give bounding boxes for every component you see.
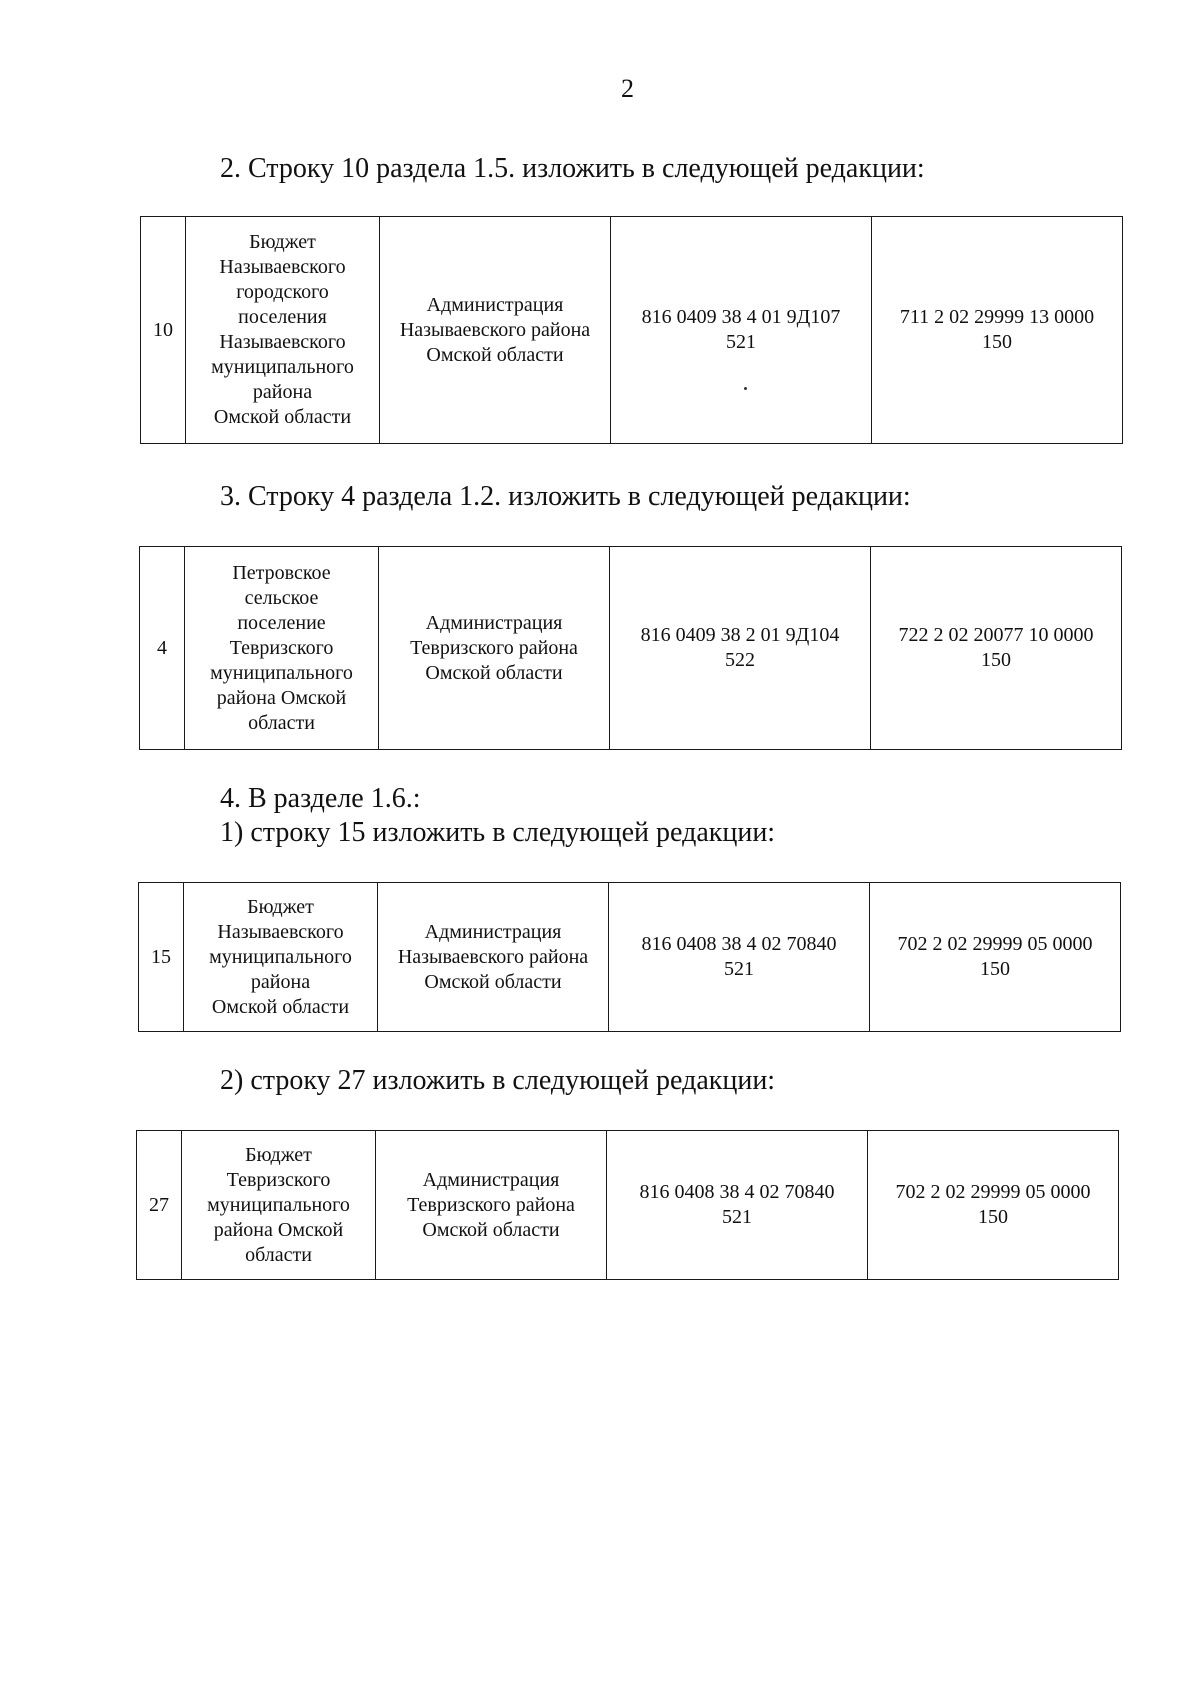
table-row (137, 1131, 1119, 1280)
section-heading-row-4: 3. Строку 4 раздела 1.2. изложить в следующей редакции: (220, 481, 911, 512)
expense-code-cell: 816 0409 38 2 01 9Д104 522 (610, 547, 871, 750)
table-row (140, 547, 1122, 750)
row-number-cell: 10 (141, 217, 186, 444)
budget-cell: Бюджет Называевского городского поселения Называевского муниципального района Омской области (186, 217, 380, 444)
section-heading-row-15: 1) строку 15 изложить в следующей редакции: (220, 817, 776, 848)
administrator-cell: Администрация Называевского района Омской области (378, 883, 609, 1032)
administrator-cell: Администрация Тевризского района Омской области (376, 1131, 607, 1280)
table-row-27 (136, 1130, 1119, 1280)
section-heading-row-27: 2) строку 27 изложить в следующей редакции: (220, 1065, 776, 1096)
income-code-cell: 722 2 02 20077 10 0000 150 (871, 547, 1122, 750)
row-number-cell: 15 (139, 883, 184, 1032)
section-heading-row-10: 2. Строку 10 раздела 1.5. изложить в следующей редакции: (220, 153, 925, 184)
expense-code-cell: 816 0408 38 4 02 70840 521 (607, 1131, 868, 1280)
page-number: 2 (621, 74, 634, 103)
expense-code-cell: 816 0409 38 4 01 9Д107 521 (611, 217, 872, 444)
budget-cell: Петровское сельское поселение Тевризского муниципального района Омской области (185, 547, 379, 750)
income-code-cell: 702 2 02 29999 05 0000 150 (870, 883, 1121, 1032)
table-row (141, 217, 1123, 444)
expense-code-cell: 816 0408 38 4 02 70840 521 (609, 883, 870, 1032)
table-row-4 (139, 546, 1122, 750)
income-code-cell: 711 2 02 29999 13 0000 150 (872, 217, 1123, 444)
table-row-15 (138, 882, 1121, 1032)
administrator-cell: Администрация Тевризского района Омской области (379, 547, 610, 750)
stray-dot-mark (744, 387, 747, 390)
budget-cell: Бюджет Тевризского муниципального района Омской области (182, 1131, 376, 1280)
row-number-cell: 27 (137, 1131, 182, 1280)
budget-cell: Бюджет Называевского муниципального района Омской области (184, 883, 378, 1032)
row-number-cell: 4 (140, 547, 185, 750)
administrator-cell: Администрация Называевского района Омской области (380, 217, 611, 444)
income-code-cell: 702 2 02 29999 05 0000 150 (868, 1131, 1119, 1280)
section-heading-1-6: 4. В разделе 1.6.: (220, 783, 421, 814)
table-row (139, 883, 1121, 1032)
table-row-10 (140, 216, 1123, 444)
